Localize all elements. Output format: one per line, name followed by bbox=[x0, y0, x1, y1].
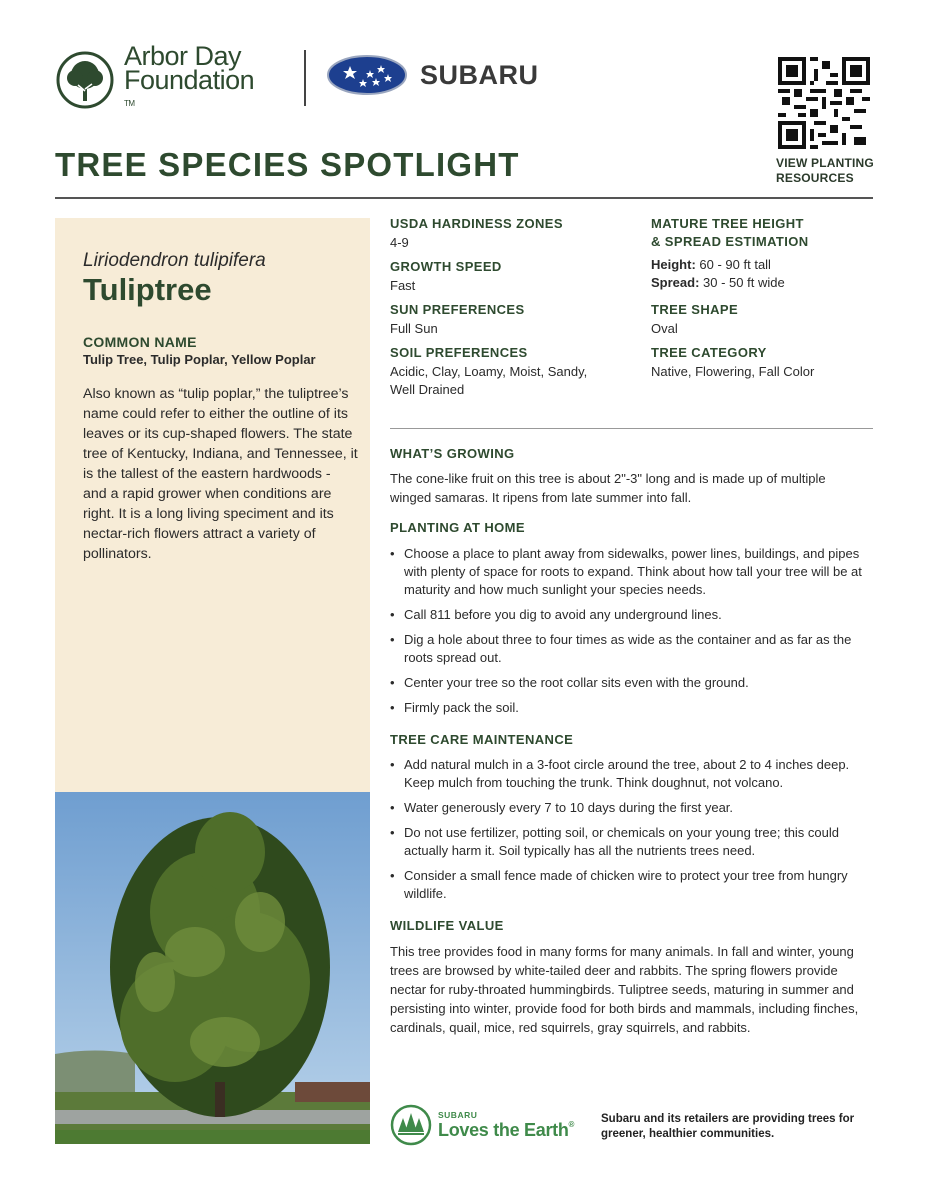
subaru-stars-icon bbox=[326, 54, 408, 96]
tree-photo bbox=[55, 792, 370, 1144]
subaru-logo bbox=[326, 54, 586, 96]
wildlife-text: This tree provides food in many forms for many animals. In fall and winter, young trees are browsed by white-tailed deer and rabbits. The spring flowers provide nectar for ruby-throated hummingbirds. Tuliptree seeds, maturing in summer and persisting into winter, provide food for both birds and mammals, including finches, cardinals, quail, mice, red squirrels, gray squirrels, and rabbits. bbox=[390, 944, 859, 1035]
arbor-day-wordmark: Arbor Day Foundation TM bbox=[124, 41, 255, 108]
species-description: Also known as “tulip poplar,” the tuliptree’s name could refer to either the outline of its leaves or its cup-shaped flowers. The state tree of Kentucky, Indiana, and Tennessee, it is the tallest of the eastern hardwoods - and a rapid grower when conditions are right. It is a long living speciment and its nectar-rich flowers attract a variety of pollinators. bbox=[83, 386, 358, 562]
list-item: • Dig a hole about three to four times as wide as the container and as far as the roots spread out. bbox=[390, 631, 868, 667]
list-item: • Water generously every 7 to 10 days during the first year. bbox=[390, 799, 868, 817]
common-name-label: COMMON NAME bbox=[83, 334, 197, 350]
care-heading: TREE CARE MAINTENANCE bbox=[390, 732, 574, 747]
scientific-name: Liriodendron tulipifera bbox=[83, 250, 266, 271]
sun-preferences: SUN PREFERENCES Full Sun bbox=[390, 302, 525, 336]
whats-growing-heading: WHAT’S GROWING bbox=[390, 446, 515, 461]
common-name-value: Tulip Tree, Tulip Poplar, Yellow Poplar bbox=[83, 352, 316, 367]
list-item: • Do not use fertilizer, potting soil, or chemicals on your young tree; this could actually harm it. Soil typically has all the nutrients trees need. bbox=[390, 824, 868, 860]
subaru-loves-earth-logo bbox=[390, 1104, 580, 1146]
qr-code-icon[interactable] bbox=[778, 57, 870, 149]
page-title: TREE SPECIES SPOTLIGHT bbox=[55, 146, 520, 183]
list-item: • Firmly pack the soil. bbox=[390, 699, 868, 717]
care-list bbox=[390, 756, 868, 910]
hardiness-zones: USDA HARDINESS ZONES 4-9 bbox=[390, 216, 563, 250]
footer-statement: Subaru and its retailers are providing trees for greener, healthier communities. bbox=[601, 1113, 855, 1140]
loves-earth-wordmark: SUBARU Loves the Earth® bbox=[438, 1109, 575, 1140]
whats-growing-text: The cone-like fruit on this tree is about 2"-3" long and is made up of multiple winged samaras. It ripens from late summer into fall. bbox=[390, 471, 826, 505]
planting-heading: PLANTING AT HOME bbox=[390, 520, 525, 535]
wildlife-heading: WILDLIFE VALUE bbox=[390, 918, 504, 933]
forest-circle-icon bbox=[390, 1104, 432, 1146]
subaru-wordmark: SUBARU bbox=[420, 59, 539, 90]
planting-list bbox=[390, 545, 868, 724]
tree-circle-icon bbox=[56, 51, 114, 109]
soil-preferences: SOIL PREFERENCES Acidic, Clay, Loamy, Moist, Sandy, Well Drained bbox=[390, 345, 588, 397]
list-item: • Call 811 before you dig to avoid any underground lines. bbox=[390, 606, 868, 624]
list-item: • Center your tree so the root collar sits even with the ground. bbox=[390, 674, 868, 692]
species-name: Tuliptree bbox=[83, 272, 212, 307]
growth-speed: GROWTH SPEED Fast bbox=[390, 259, 502, 293]
mature-height-spread: MATURE TREE HEIGHT & SPREAD ESTIMATION Height: 60 - 90 ft tall Spread: 30 - 50 ft wide bbox=[651, 216, 809, 290]
tree-shape: TREE SHAPE Oval bbox=[651, 302, 739, 336]
tree-category: TREE CATEGORY Native, Flowering, Fall Color bbox=[651, 345, 815, 379]
title-divider bbox=[55, 197, 873, 199]
arbor-day-logo bbox=[56, 41, 296, 110]
list-item: • Choose a place to plant away from sidewalks, power lines, buildings, and pipes with plenty of space for roots to expand. Think about how tall your tree will be at maturity and how much sunlight your species needs. bbox=[390, 545, 868, 599]
section-divider bbox=[390, 428, 873, 429]
logo-divider bbox=[304, 50, 306, 106]
qr-caption: VIEW PLANTING RESOURCES bbox=[776, 156, 874, 185]
list-item: • Add natural mulch in a 3-foot circle around the tree, about 2 to 4 inches deep. Keep mulch from touching the trunk. Think doughnut, not volcano. bbox=[390, 756, 868, 792]
list-item: • Consider a small fence made of chicken wire to protect your tree from hungry wildlife. bbox=[390, 867, 868, 903]
